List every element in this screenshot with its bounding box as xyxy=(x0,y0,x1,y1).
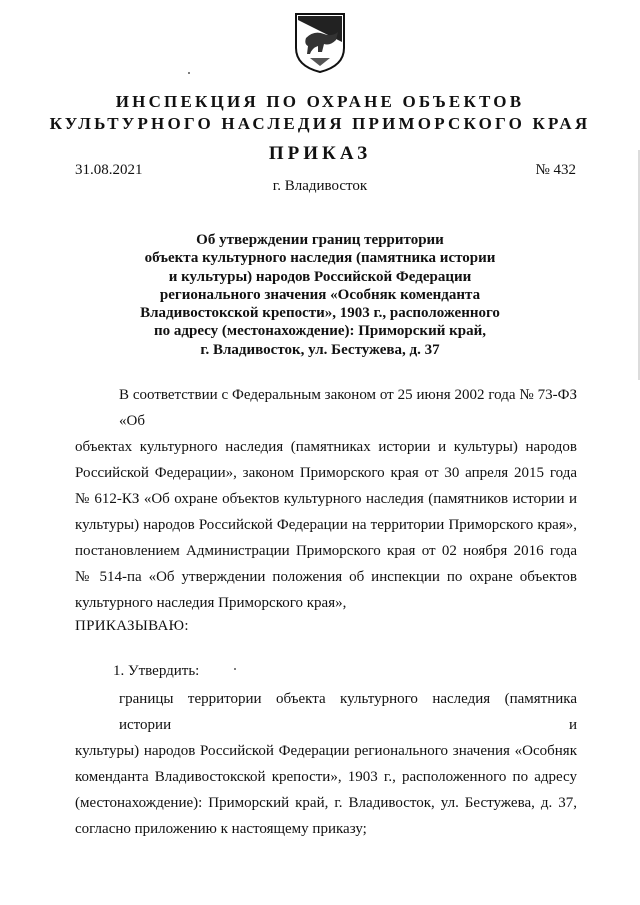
paragraph-line: Российской Федерации», законом Приморского края от 30 апреля 2015 года xyxy=(75,465,577,481)
scan-speck xyxy=(234,668,236,670)
paragraph-line: (местонахождение): Приморский край, г. Владивосток, ул. Бестужева, д. 37, xyxy=(75,795,577,811)
paragraph-line: № 612-КЗ «Об охране объектов культурного наследия (памятников истории и xyxy=(75,491,577,507)
organization-name-line2: КУЛЬТУРНОГО НАСЛЕДИЯ ПРИМОРСКОГО КРАЯ xyxy=(49,114,591,133)
paragraph-line: культуры) народов Российской Федерации на территории Приморского края», xyxy=(75,517,577,533)
title-line: по адресу (местонахождение): Приморский край, xyxy=(154,323,486,340)
item-1-heading: 1. Утвердить: xyxy=(113,663,200,679)
paragraph-line: № 514-па «Об утверждении положения об инспекции по охране объектов xyxy=(75,569,577,585)
document-number: № 432 xyxy=(535,162,576,178)
title-line: объекта культурного наследия (памятника истории xyxy=(144,250,496,267)
paragraph-line: объектах культурного наследия (памятниках истории и культуры) народов xyxy=(75,439,577,455)
paragraph-line: В соответствии с Федеральным законом от 25 июня 2002 года № 73-ФЗ «Об xyxy=(119,387,577,429)
title-line: регионального значения «Особняк коменданта xyxy=(159,286,481,303)
scan-speck xyxy=(188,72,190,74)
title-line: г. Владивосток, ул. Бестужева, д. 37 xyxy=(200,341,440,358)
preamble-paragraph xyxy=(75,382,577,616)
paragraph-line: границы территории объекта культурного наследия (памятника истории и xyxy=(119,691,577,733)
title-line: и культуры) народов Российской Федерации xyxy=(168,268,472,285)
organization-name-line1: ИНСПЕКЦИЯ ПО ОХРАНЕ ОБЪЕКТОВ xyxy=(115,92,525,111)
order-keyword: ПРИКАЗЫВАЮ: xyxy=(75,618,189,634)
title-line: Об утверждении границ территории xyxy=(196,232,444,248)
title-line: Владивостокской крепости», 1903 г., расположенного xyxy=(140,305,500,322)
paragraph-line: постановлением Администрации Приморского края от 02 ноября 2016 года xyxy=(75,543,577,559)
document-date: 31.08.2021 xyxy=(75,162,143,178)
paragraph-line: коменданта Владивостокской крепости», 1903 г., расположенного по адресу xyxy=(75,769,577,785)
document-city: г. Владивосток xyxy=(272,178,368,194)
coat-of-arms-emblem xyxy=(294,12,346,74)
paragraph-line: культурного наследия Приморского края», xyxy=(75,595,347,611)
document-type-title: ПРИКАЗ xyxy=(268,143,372,164)
item-1-paragraph xyxy=(75,686,577,842)
paragraph-line: согласно приложению к настоящему приказу; xyxy=(75,821,367,837)
paragraph-line: культуры) народов Российской Федерации регионального значения «Особняк xyxy=(75,743,577,759)
document-subject-title xyxy=(120,231,520,359)
